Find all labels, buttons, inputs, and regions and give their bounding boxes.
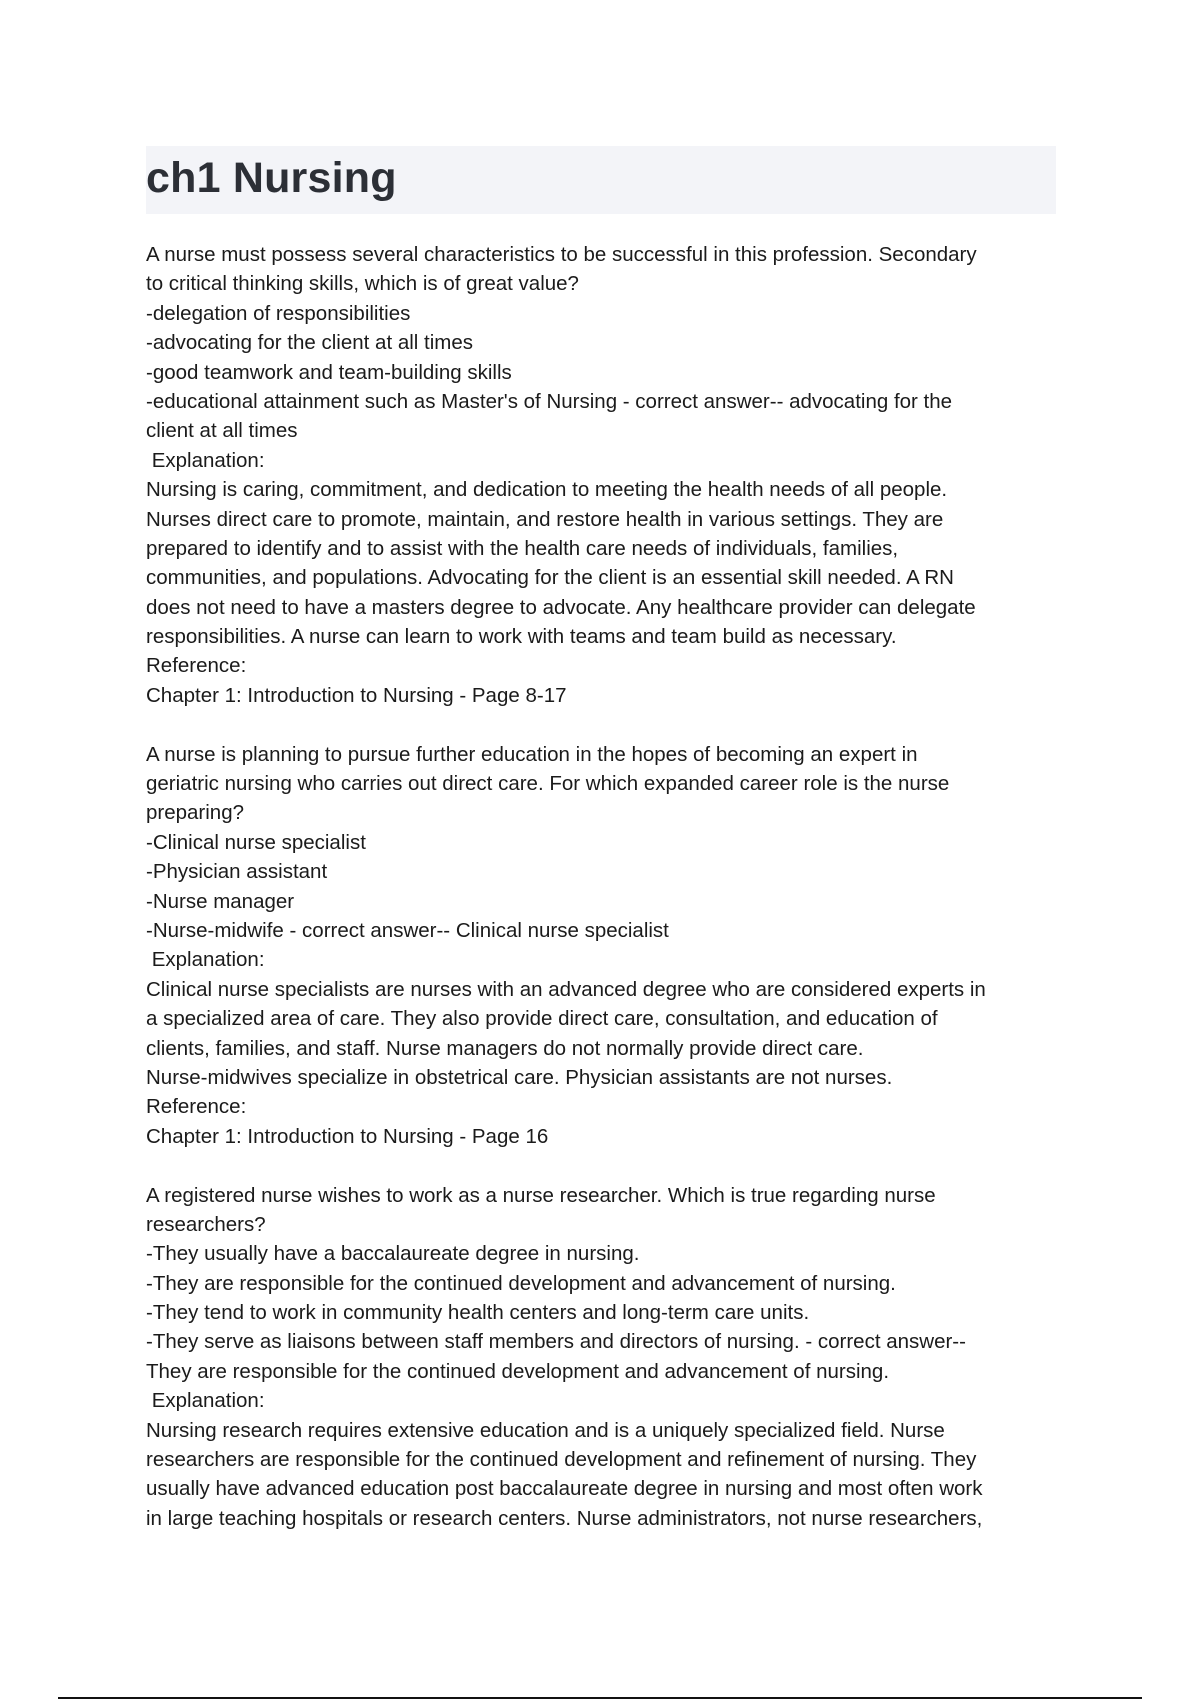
text-line: -delegation of responsibilities bbox=[146, 301, 411, 325]
text-line: -Nurse-midwife - correct answer-- Clinical nurse specialist bbox=[146, 918, 669, 942]
text-line: A nurse is planning to pursue further education in the hopes of becoming an expert in bbox=[146, 742, 918, 766]
text-line: Nurses direct care to promote, maintain, and restore health in various settings. They are bbox=[146, 507, 944, 531]
text-line: communities, and populations. Advocating for the client is an essential skill needed. A RN bbox=[146, 566, 954, 590]
text-line: -They serve as liaisons between staff members and directors of nursing. - correct answer-- bbox=[146, 1330, 966, 1354]
paragraph-spacer bbox=[146, 1151, 1066, 1180]
question-block bbox=[146, 240, 1066, 710]
text-line: Explanation: bbox=[146, 948, 265, 972]
text-line: -Clinical nurse specialist bbox=[146, 830, 366, 854]
text-line: preparing? bbox=[146, 801, 245, 825]
text-line: -They are responsible for the continued development and advancement of nursing. bbox=[146, 1271, 896, 1295]
text-line: clients, families, and staff. Nurse managers do not normally provide direct care. bbox=[146, 1036, 864, 1060]
text-line: researchers? bbox=[146, 1212, 266, 1236]
text-line: They are responsible for the continued development and advancement of nursing. bbox=[146, 1359, 890, 1383]
question-block bbox=[146, 740, 1066, 1151]
text-line: -Physician assistant bbox=[146, 860, 328, 884]
question-block bbox=[146, 1181, 1066, 1534]
text-line: responsibilities. A nurse can learn to work with teams and team build as necessary. bbox=[146, 625, 897, 649]
page-divider bbox=[58, 1697, 1142, 1699]
text-line: Chapter 1: Introduction to Nursing - Page 16 bbox=[146, 1124, 549, 1148]
text-line: A nurse must possess several characteristics to be successful in this profession. Secondary bbox=[146, 243, 977, 266]
text-line: a specialized area of care. They also provide direct care, consultation, and education of bbox=[146, 1007, 938, 1031]
paragraph-spacer bbox=[146, 710, 1066, 739]
text-line: Nursing research requires extensive education and is a uniquely specialized field. Nurse bbox=[146, 1418, 945, 1442]
text-line: -good teamwork and team-building skills bbox=[146, 360, 512, 384]
text-line: -They tend to work in community health centers and long-term care units. bbox=[146, 1301, 810, 1325]
text-line: does not need to have a masters degree to advocate. Any healthcare provider can delegate bbox=[146, 595, 976, 619]
text-line: Explanation: bbox=[146, 1389, 265, 1413]
page-title: ch1 Nursing bbox=[146, 154, 397, 202]
text-line: Reference: bbox=[146, 1095, 247, 1119]
text-line: Clinical nurse specialists are nurses with an advanced degree who are considered experts in bbox=[146, 977, 986, 1001]
text-line: client at all times bbox=[146, 419, 298, 443]
text-line: -advocating for the client at all times bbox=[146, 331, 474, 355]
text-line: in large teaching hospitals or research centers. Nurse administrators, not nurse researchers, bbox=[146, 1506, 983, 1530]
text-line: usually have advanced education post baccalaureate degree in nursing and most often work bbox=[146, 1477, 983, 1501]
text-line: Nursing is caring, commitment, and dedication to meeting the health needs of all people. bbox=[146, 478, 948, 502]
text-line: Reference: bbox=[146, 654, 247, 678]
text-line: Chapter 1: Introduction to Nursing - Page 8-17 bbox=[146, 683, 567, 707]
text-line: prepared to identify and to assist with the health care needs of individuals, families, bbox=[146, 536, 899, 560]
text-line: -They usually have a baccalaureate degree in nursing. bbox=[146, 1242, 640, 1266]
text-line: Explanation: bbox=[146, 448, 265, 472]
document-body bbox=[146, 240, 1066, 1533]
text-line: to critical thinking skills, which is of great value? bbox=[146, 272, 579, 296]
title-bar bbox=[146, 146, 1056, 214]
text-line: -educational attainment such as Master's of Nursing - correct answer-- advocating for the bbox=[146, 389, 953, 413]
text-line: Nurse-midwives specialize in obstetrical care. Physician assistants are not nurses. bbox=[146, 1065, 893, 1089]
text-line: A registered nurse wishes to work as a nurse researcher. Which is true regarding nurse bbox=[146, 1183, 936, 1207]
text-line: -Nurse manager bbox=[146, 889, 295, 913]
text-line: geriatric nursing who carries out direct care. For which expanded career role is the nurse bbox=[146, 772, 950, 796]
text-line: researchers are responsible for the continued development and refinement of nursing. They bbox=[146, 1448, 977, 1472]
